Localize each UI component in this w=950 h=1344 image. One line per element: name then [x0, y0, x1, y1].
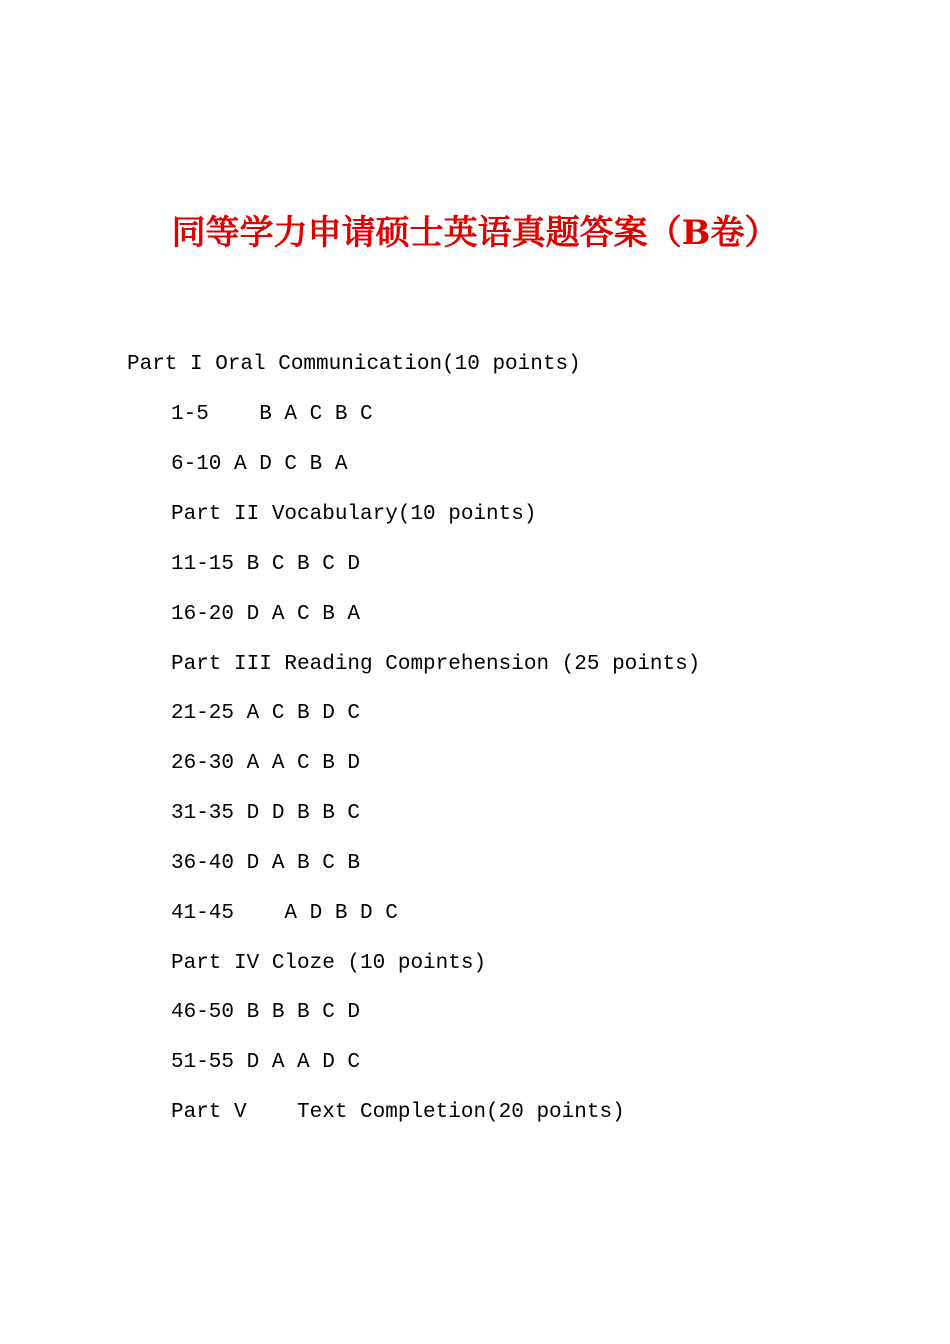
- section-heading-part-3: Part III Reading Comprehension (25 points): [171, 653, 701, 676]
- answer-line-21-25: 21-25 A C B D C: [171, 702, 361, 725]
- section-heading-part-4: Part IV Cloze (10 points): [171, 952, 487, 975]
- answer-line-41-45: 41-45 A D B D C: [171, 902, 398, 925]
- answer-line-6-10: 6-10 A D C B A: [171, 453, 348, 476]
- answer-line-16-20: 16-20 D A C B A: [171, 603, 361, 626]
- answer-line-26-30: 26-30 A A C B D: [171, 752, 361, 775]
- section-heading-part-1: Part I Oral Communication(10 points): [127, 353, 581, 376]
- answer-line-31-35: 31-35 D D B B C: [171, 802, 361, 825]
- section-heading-part-2: Part II Vocabulary(10 points): [171, 503, 537, 526]
- answer-line-51-55: 51-55 D A A D C: [171, 1051, 361, 1074]
- section-heading-part-5: Part V Text Completion(20 points): [171, 1101, 625, 1124]
- answer-line-36-40: 36-40 D A B C B: [171, 852, 361, 875]
- document-title: 同等学力申请硕士英语真题答案（B卷）: [171, 213, 779, 253]
- answer-line-1-5: 1-5 B A C B C: [171, 403, 373, 426]
- answer-line-11-15: 11-15 B C B C D: [171, 553, 361, 576]
- answer-line-46-50: 46-50 B B B C D: [171, 1001, 361, 1024]
